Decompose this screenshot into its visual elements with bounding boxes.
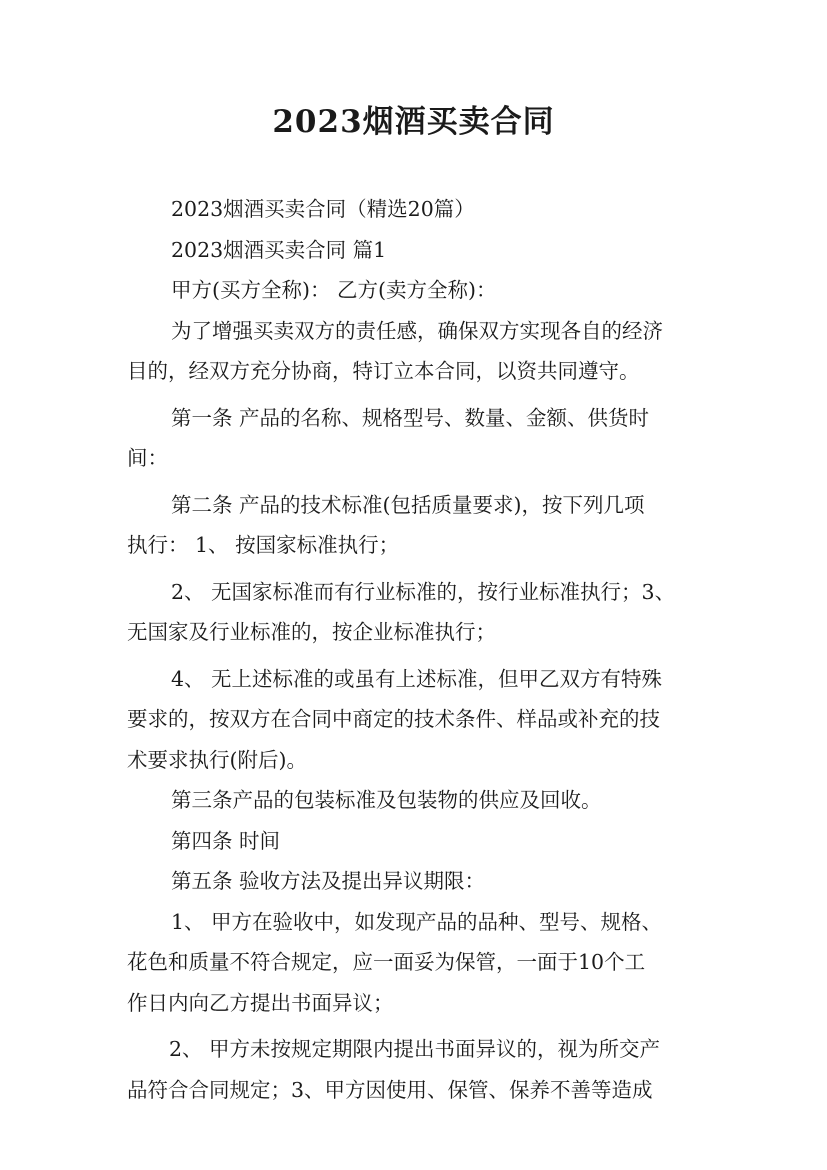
paragraph-line: 术要求执行(附后)。	[127, 747, 307, 772]
paragraph-line: 作日内向乙方提出书面异议；	[127, 990, 394, 1015]
paragraph-line: 第五条 验收方法及提出异议期限：	[171, 869, 486, 893]
paragraph-line: 目的，经双方充分协商，特订立本合同，以资共同遵守。	[127, 359, 640, 383]
paragraph-line: 第一条 产品的名称、规格型号、数量、金额、供货时	[171, 405, 650, 430]
paragraph-line: 为了增强买卖双方的责任感，确保双方实现各自的经济	[171, 318, 663, 343]
paragraph-line: 要求的，按双方在合同中商定的技术条件、样品或补充的技	[127, 707, 660, 731]
paragraph-line: 2、 无国家标准而有行业标准的，按行业标准执行；3、	[171, 579, 676, 604]
paragraph-line: 甲方(买方全称)： 乙方(卖方全称)：	[171, 278, 497, 302]
paragraph-line: 第四条 时间	[171, 828, 281, 853]
paragraph-line: 执行： 1、 按国家标准执行；	[127, 533, 400, 557]
paragraph-line: 4、 无上述标准的或虽有上述标准，但甲乙双方有特殊	[171, 666, 663, 691]
paragraph-line: 2023烟酒买卖合同（精选20篇）	[171, 197, 475, 221]
paragraph-line: 第二条 产品的技术标准(包括质量要求)，按下列几项	[171, 492, 645, 517]
paragraph-line: 花色和质量不符合规定，应一面妥为保管，一面于10个工	[127, 950, 646, 974]
paragraph-line: 第三条产品的包装标准及包装物的供应及回收。	[171, 788, 602, 812]
document-title: 2023烟酒买卖合同	[272, 104, 555, 140]
paragraph-line: 品符合合同规定；3、甲方因使用、保管、保养不善等造成	[127, 1077, 653, 1102]
paragraph-line: 2、 甲方未按规定期限内提出书面异议的，视为所交产	[169, 1037, 661, 1061]
paragraph-line: 无国家及行业标准的，按企业标准执行；	[127, 620, 496, 644]
paragraph-line: 1、 甲方在验收中，如发现产品的品种、型号、规格、	[171, 909, 663, 934]
paragraph-line: 2023烟酒买卖合同 篇1	[171, 237, 387, 262]
paragraph-line: 间：	[127, 446, 168, 470]
document-body	[127, 189, 717, 1110]
